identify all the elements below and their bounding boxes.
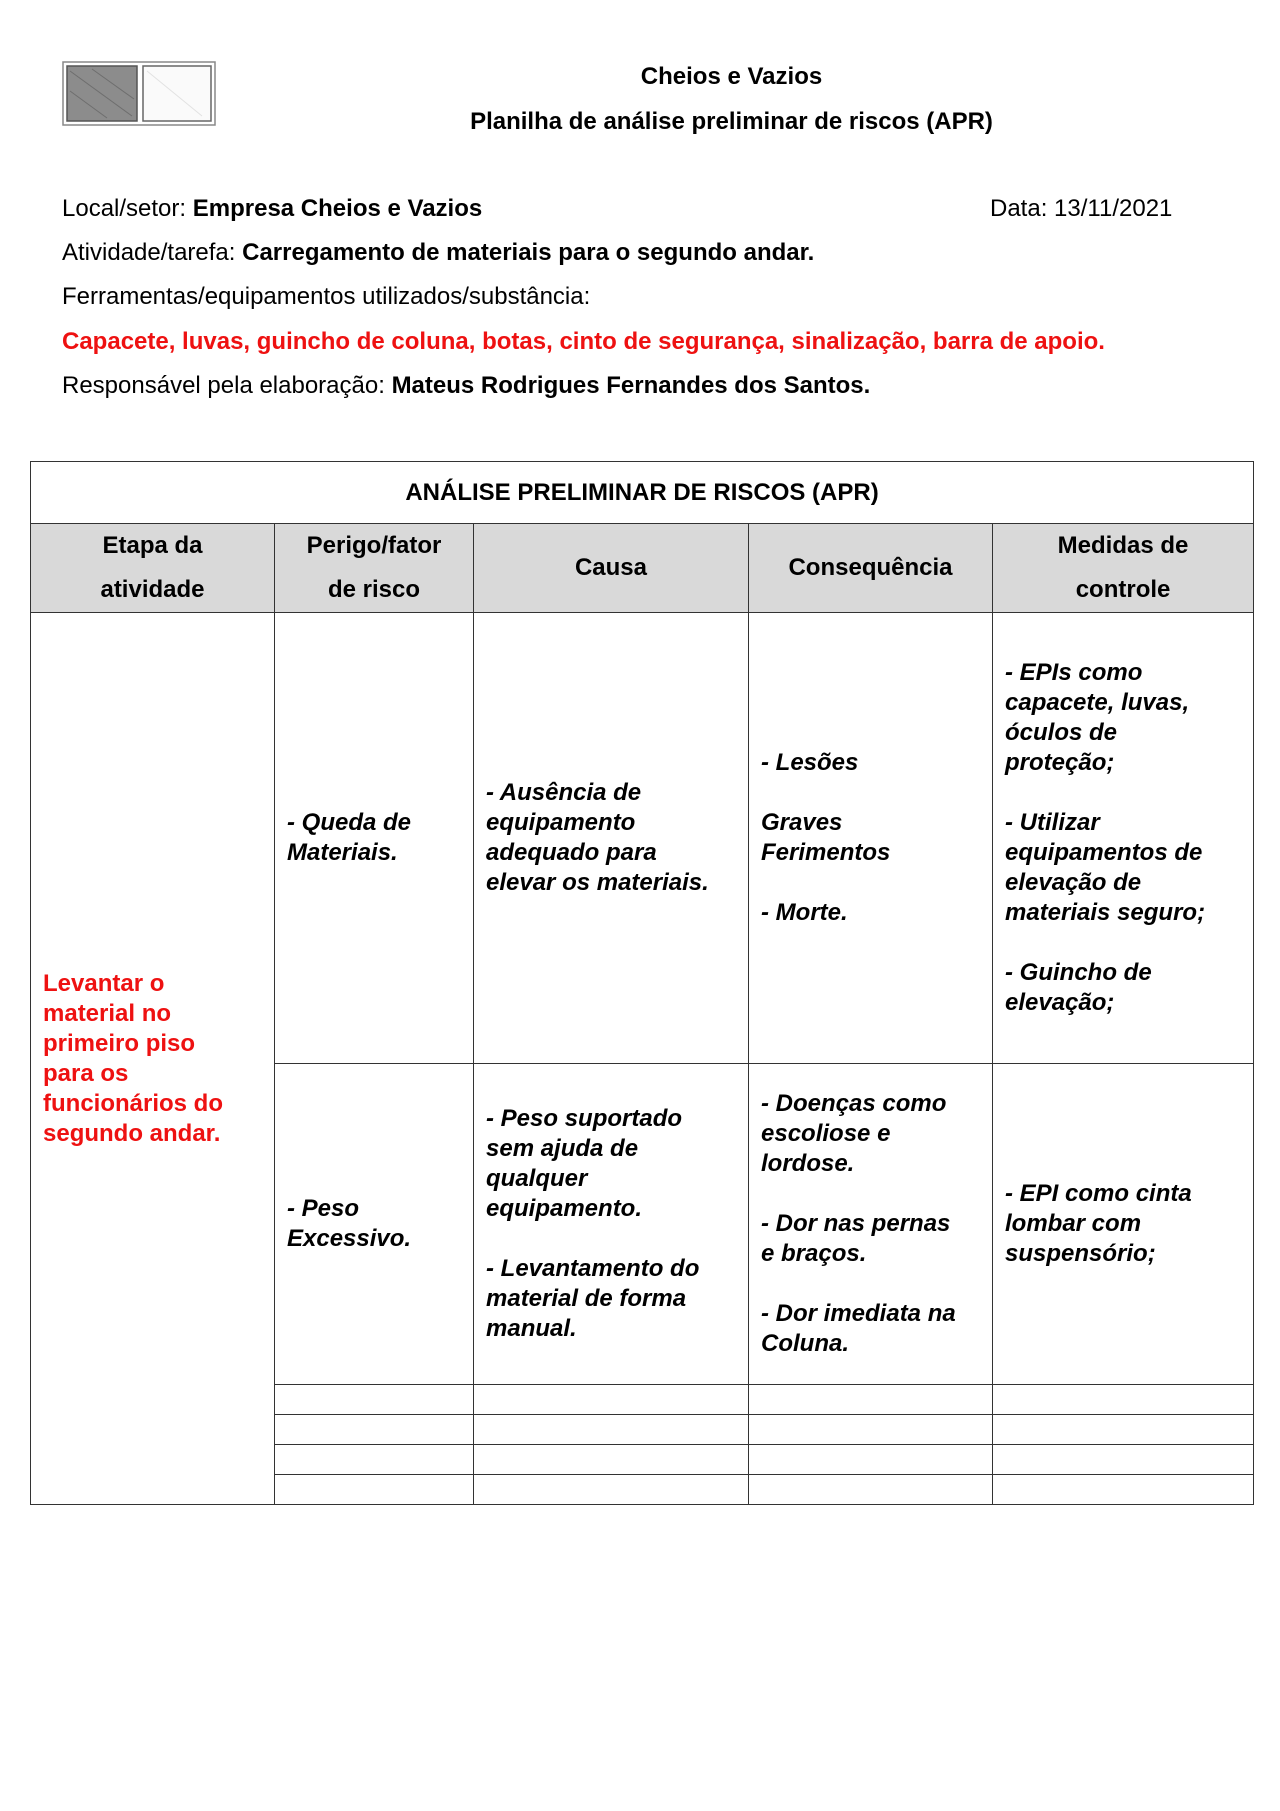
empty-cell bbox=[275, 1445, 474, 1475]
local-value: Empresa Cheios e Vazios bbox=[192, 195, 483, 222]
empty-cell bbox=[474, 1385, 749, 1415]
cell-line: equipamento. bbox=[486, 1195, 643, 1222]
empty-cell bbox=[474, 1475, 749, 1505]
cell-line: - Queda de bbox=[287, 809, 412, 836]
local-label: Local/setor: bbox=[62, 195, 187, 222]
causa-cell bbox=[474, 1064, 749, 1385]
stage-line: funcionários do bbox=[43, 1089, 223, 1117]
empty-cell bbox=[275, 1385, 474, 1415]
activity-value: Carregamento de materiais para o segundo andar. bbox=[242, 239, 815, 266]
cell-gap bbox=[761, 778, 980, 808]
header-perigo bbox=[275, 524, 474, 613]
cell-line: - Utilizar bbox=[1005, 809, 1100, 836]
local-line bbox=[62, 195, 482, 223]
empty-cell bbox=[749, 1385, 993, 1415]
header-etapa-line: atividade bbox=[100, 576, 205, 603]
cell-line: proteção; bbox=[1005, 749, 1115, 776]
date-value: 13/11/2021 bbox=[1054, 195, 1173, 222]
cell-line: equipamentos de bbox=[1005, 839, 1203, 866]
cell-line: escoliose e bbox=[761, 1120, 891, 1147]
activity-label: Atividade/tarefa: bbox=[62, 239, 236, 266]
cell-line: - Doenças como bbox=[761, 1090, 947, 1117]
cell-line: óculos de bbox=[1005, 719, 1118, 746]
cell-line: elevação de bbox=[1005, 869, 1142, 896]
cell-line: - Morte. bbox=[761, 899, 848, 926]
stage-line: para os bbox=[43, 1059, 129, 1087]
medidas-cell bbox=[993, 613, 1254, 1064]
tools-value: Capacete, luvas, guincho de coluna, botas, cinto de segurança, sinalização, barra de apoio. bbox=[62, 328, 1105, 355]
cell-line: - Peso suportado bbox=[486, 1105, 683, 1132]
empty-cell bbox=[993, 1475, 1254, 1505]
responsible-label: Responsável pela elaboração: bbox=[62, 372, 385, 399]
medidas-cell bbox=[993, 1064, 1254, 1385]
cell-line: Excessivo. bbox=[287, 1225, 412, 1252]
perigo-cell bbox=[275, 1064, 474, 1385]
cell-gap bbox=[761, 868, 980, 898]
empty-cell bbox=[749, 1415, 993, 1445]
header-etapa bbox=[31, 524, 275, 613]
document-subtitle: Planilha de análise preliminar de riscos (APR) bbox=[470, 108, 993, 135]
cell-line: material de forma bbox=[486, 1285, 687, 1312]
empty-cell bbox=[749, 1445, 993, 1475]
header-medidas-line: Medidas de bbox=[1057, 532, 1189, 559]
date-label: Data: bbox=[990, 195, 1048, 222]
cell-line: manual. bbox=[486, 1315, 577, 1342]
cell-line: materiais seguro; bbox=[1005, 899, 1206, 926]
empty-cell bbox=[993, 1385, 1254, 1415]
table-title: ANÁLISE PRELIMINAR DE RISCOS (APR) bbox=[31, 462, 1254, 524]
cell-line: adequado para bbox=[486, 839, 657, 866]
document-company-title: Cheios e Vazios bbox=[640, 63, 823, 90]
activity-line bbox=[62, 239, 814, 267]
header-perigo-line: Perigo/fator bbox=[306, 532, 442, 559]
date-line bbox=[990, 195, 1172, 223]
cell-line: Materiais. bbox=[287, 839, 398, 866]
cell-line: lombar com bbox=[1005, 1210, 1142, 1237]
perigo-cell bbox=[275, 613, 474, 1064]
cell-line: Ferimentos bbox=[761, 839, 891, 866]
cell-gap bbox=[1005, 778, 1241, 808]
cell-line: capacete, luvas, bbox=[1005, 689, 1190, 716]
header-medidas-line: controle bbox=[1075, 576, 1171, 603]
cell-line: - EPI como cinta bbox=[1005, 1180, 1192, 1207]
cell-line: - Peso bbox=[287, 1195, 360, 1222]
cell-gap bbox=[761, 1179, 980, 1209]
empty-cell bbox=[275, 1415, 474, 1445]
cell-line: - Dor nas pernas bbox=[761, 1210, 951, 1237]
responsible-line bbox=[62, 372, 870, 400]
table-row bbox=[31, 613, 1254, 1064]
cell-line: - Guincho de bbox=[1005, 959, 1152, 986]
empty-cell bbox=[993, 1415, 1254, 1445]
cell-line: Graves bbox=[761, 809, 843, 836]
cell-line: sem ajuda de bbox=[486, 1135, 639, 1162]
stage-line: material no bbox=[43, 999, 172, 1027]
header-consequencia: Consequência bbox=[749, 524, 993, 613]
empty-cell bbox=[474, 1415, 749, 1445]
responsible-value: Mateus Rodrigues Fernandes dos Santos. bbox=[391, 372, 871, 399]
cell-gap bbox=[761, 1269, 980, 1299]
cell-line: lordose. bbox=[761, 1150, 855, 1177]
cell-line: - Ausência de bbox=[486, 779, 642, 806]
cell-line: - EPIs como bbox=[1005, 659, 1143, 686]
stage-line: primeiro piso bbox=[43, 1029, 196, 1057]
cell-line: - Lesões bbox=[761, 749, 859, 776]
header-medidas bbox=[993, 524, 1254, 613]
cell-line: equipamento bbox=[486, 809, 636, 836]
stage-line: Levantar o bbox=[43, 969, 165, 997]
empty-cell bbox=[474, 1445, 749, 1475]
empty-cell bbox=[749, 1475, 993, 1505]
causa-cell bbox=[474, 613, 749, 1064]
header-causa: Causa bbox=[474, 524, 749, 613]
stage-line: segundo andar. bbox=[43, 1119, 221, 1147]
cell-line: e braços. bbox=[761, 1240, 867, 1267]
cell-line: qualquer bbox=[486, 1165, 588, 1192]
cell-line: elevar os materiais. bbox=[486, 869, 709, 896]
apr-table bbox=[30, 461, 1254, 1505]
cell-line: suspensório; bbox=[1005, 1240, 1156, 1267]
stage-cell bbox=[31, 613, 275, 1505]
tools-label: Ferramentas/equipamentos utilizados/substância: bbox=[62, 283, 591, 310]
header-perigo-line: de risco bbox=[327, 576, 421, 603]
cell-line: elevação; bbox=[1005, 989, 1115, 1016]
cell-gap bbox=[486, 1224, 736, 1254]
cell-gap bbox=[1005, 928, 1241, 958]
empty-cell bbox=[275, 1475, 474, 1505]
empty-cell bbox=[993, 1445, 1254, 1475]
header-etapa-line: Etapa da bbox=[102, 532, 203, 559]
consequencia-cell bbox=[749, 1064, 993, 1385]
consequencia-cell bbox=[749, 613, 993, 1064]
cell-line: - Levantamento do bbox=[486, 1255, 700, 1282]
cell-line: Coluna. bbox=[761, 1330, 849, 1357]
cell-line: - Dor imediata na bbox=[761, 1300, 956, 1327]
